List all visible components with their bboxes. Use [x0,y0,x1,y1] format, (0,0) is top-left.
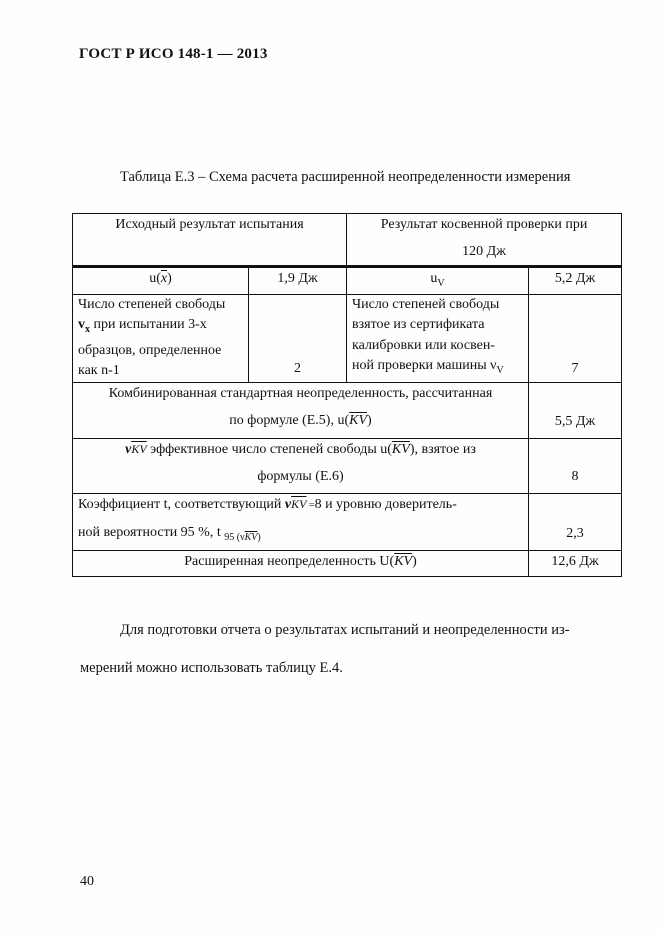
cell-dof-right-value [529,294,622,382]
table-row [73,267,622,295]
effective-line2: формулы (Е.6) [257,468,344,484]
dof-left-line1: Число степеней свободы [78,296,226,312]
kv-symbol: $\overline{KV}$ [394,553,413,569]
coverage-line2 [78,522,528,548]
cell-dof-left-text [73,294,249,382]
uv-value: 5,2 Дж [554,271,596,286]
cell-effective-value [529,438,622,493]
combined-line2 [73,410,528,431]
dof-left-value: 2 [294,360,301,376]
table-row [73,493,622,550]
dof-right-line2: взятое из сертификата [352,317,485,333]
effective-text1: эффективное число степеней свободы u( [146,441,392,457]
dof-left-line4: как n-1 [78,363,120,379]
cell-expanded-uncertainty [73,550,529,576]
dof-right-line3: калибровки или косвен- [352,337,495,353]
nu-x-sub: x [85,324,90,336]
cell-dof-right-text [347,294,529,382]
combined-line2-suffix: ) [367,412,372,428]
nu-symbol: ν [284,496,292,512]
document-header: ГОСТ Р ИСО 148-1 — 2013 [79,46,268,62]
cell-ux-value [249,267,347,295]
paragraph-line1: Для подготовки отчета о результатах испытаний и неопределенности из- [120,622,570,638]
table-row [73,382,622,438]
header-right-line2: 120 Дж [462,244,506,259]
cell-combined-uncertainty [73,382,529,438]
header-cell-right [347,214,622,267]
expanded-label-suffix: ) [412,553,417,569]
kv-symbol-sub: $\overline{KV}$ [131,441,147,456]
ux-suffix: ) [167,271,172,286]
expanded-label-prefix: Расширенная неопределенность U( [184,553,395,569]
expanded-value: 12,6 Дж [551,553,599,569]
effective-value: 8 [571,468,579,484]
cell-coverage-factor [73,493,529,550]
cell-ux-symbol [73,267,249,295]
nu-x-main: v [78,317,85,333]
effective-line1 [73,439,528,460]
table-row [73,550,622,576]
cell-combined-value [529,382,622,438]
dof-right-line4-text: ной проверки машины ν [352,358,497,374]
coverage-eq: = [306,499,315,511]
dof-right-line1: Число степеней свободы [352,296,500,312]
kv-symbol: $\overline{KV}$ [391,441,410,457]
cell-uv-value [529,267,622,295]
combined-line1: Комбинированная стандартная неопределенность, рассчитанная [108,385,493,401]
table-caption: Таблица Е.3 – Схема расчета расширенной неопределенности измерения [120,169,571,185]
cell-effective-dof [73,438,529,493]
coverage-line2-prefix: ной вероятности 95 %, t [78,524,225,540]
effective-text1-suffix: ), взятое из [409,441,476,457]
t-sub-prefix: 95 (ν [224,531,245,543]
header-cell-left [73,214,347,267]
header-left-text: Исходный результат испытания [115,217,304,232]
coverage-line1-suffix: 8 и уровню доверитель- [314,496,457,512]
dof-left-line3: образцов, определенное [78,342,222,358]
cell-coverage-value [529,493,622,550]
cell-dof-left-value [249,294,347,382]
coverage-line1 [78,494,528,516]
kv-symbol-sub: $\overline{KV}$ [244,531,258,543]
table-row [73,438,622,493]
cell-uv-symbol [347,267,529,295]
combined-line2-prefix: по формуле (Е.5), u( [229,412,350,428]
combined-value: 5,5 Дж [554,413,596,429]
ux-prefix: u( [149,271,161,286]
coverage-value: 2,3 [566,525,584,541]
paragraph-line2: мерений можно использовать таблицу Е.4. [80,660,343,676]
header-right-line1: Результат косвенной проверки при [380,217,588,232]
nu-v-sub: V [496,365,504,377]
dof-right-line4 [352,356,528,381]
kv-symbol: $\overline{KV}$ [349,412,368,428]
kv-symbol-sub: $\overline{KV}$ [291,496,307,511]
ux-value: 1,9 Дж [277,271,318,286]
t-subscript [224,531,260,542]
coverage-line1-prefix: Коэффициент t, соответствующий [78,496,285,512]
nu-symbol: ν [125,441,132,457]
uv-sub: V [437,277,445,289]
ux-symbol: $\overline{x}$ [160,271,168,286]
page-number: 40 [80,874,94,889]
dof-right-value: 7 [571,360,579,376]
t-sub-suffix: ) [257,531,261,543]
cell-expanded-value [529,550,622,576]
dof-left-line2 [78,315,248,340]
uv-main: u [430,271,438,286]
table-row [73,294,622,382]
table-row [73,214,622,267]
uncertainty-table [72,213,622,577]
dof-left-line2-rest: при испытании 3-х [90,317,207,333]
